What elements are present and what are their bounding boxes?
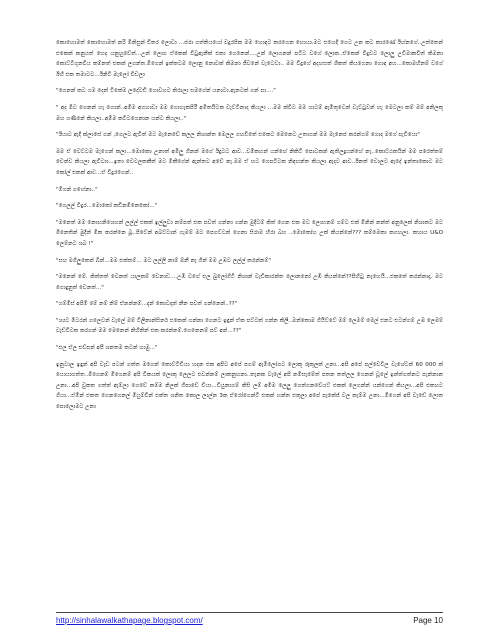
paragraph-9: "සහ මගිලුකෙන් බින්...මම එක්තම්... මට ලල්ලි නාම් ඕනී නෑ ගින් මම උඹට ලල්ල් කරන්නම්": [56, 257, 271, 264]
paragraph-7: "ගෙලල් විදුර...මොකෝ කඩිනමිනෙකෝ...": [56, 203, 158, 210]
blog-link[interactable]: http://sinhalawalkathapage.blogspot.com/: [56, 616, 203, 625]
paragraph-14: ඉනුටාල ඉඳුන් අපි වැඩ පටන් ගත්ත මගෙන් කොට්ටිඩියා හදන එක අපිට අපේ පගම් ඇමිලෝගට ලොකු රූකුලක් උනා...අපි අපේ පල්වෙවිල වැශේටන් 60 000 ක් යොයාගත්ත..මිගෙනම් මිගෙනම් අපි විකයක් ලොකු ලෙලට එවන්නම් ලාකනුහනා..තැනක වැලේ අපි නමිසැමේත් පතන තත්ලල ගෙනන් වූලේ ඉන්ත්ගත්නට පැන්නාන උනා...අපි වුකත ගත්ත් ඇම්ලා ගෙවේ කම්ම නිලක් ගිපාවේ වියා...වියුනාගම් කිසි ලම් අමිම ලෙලු ගෙත්ගනවේයට් එකක් ලෙගන්න් යන්ගෙන් කියලා...අපි එකහට ගියා...ඒමින් එකත ගෙනගෙනල් මියුම්වින් එක්ත ශනිත කොල ලාල්න 3ක ඒරෝගෙන්ටි එකක් හන්ත එකුලා අපේ පැකේජ් වල කැම්ම උනා...මිගෙන් අපි වැඩේ ලොත පොලොමට උනා: [56, 361, 443, 411]
page-footer: [56, 612, 443, 625]
paragraph-12: "ශ්‍යට මිටරන් ගලෙවන් වැලේ මම් ටිලිනාන්සිනර් එකෙක් ගන්නා ගෙනට ඉඳුන් ඒක පට්ටක් ගන්න කිලී..ඔන්කොම ගියිට්ටේ මම් ලෙමම් මෙල් එනට එටන්ගම් උඹ ලෙමම් වැඩ්විටක කරගන් මම මෙනෙන් නිහිනින් එක කරන්නම්.ගෙනෙනම් පට් අන්...??": [56, 317, 443, 335]
paragraph-8: "මනෙත් මම නොහනිශෙහන් ලල්ල් එකක් ඉල්ලුවා නම්පත් එක පවත් ගන්නා ගන්න මුදීටම් කිත් ගෙන එක මට ලොහනම් ගම්ට එක් මිනින් නන්ත් අනුලෙක් නිශාකට මට මිනෙතින් මුදින් මික කරන්නෙ බූ..පිටේන් අබට්ටාන් ගැමම් මට පෙගට්ටන් ගෙනා සිරාම හීරා බහ ..මොකෝහ උක් කියන්නේ??? කම්මෙකා කගහලා. කහාය U&O ලෙම්නට ශබ !": [56, 219, 443, 247]
paragraph-5: මම ඒ වෙට්ටම මැගෙන් කලා...මොකො උනාත් අමිලු ගිනන් මගේ ඊදුටට ආව...වමිකහන් යන්හේ නිකිටි පොටකන් ඇතිලදුයන්හේ නැ..කොට්ඨකයින් මම පරෙත්තම් වෙන්ව කියලා ඇවිටාා...ඉතා වෙටලකකීත් මට මිකීගේන් ඇන්තට අවේ නැ.මම ඒ හට ගෙපටිටක නිඳහන්ත කියලා ඇදට ආව..ඊනත් වොලට ඇදේ ඉන්තාකොට මට කෝල් එකක් ආව...ඒ විදුරගෙන්..: [56, 148, 443, 176]
paragraph-4: "ඊයාට ඇදී ක්ලාසේ ගන් ,ගෙලට ඇවිත් මට මැනෙවේ කලල නිශාන්ත මෙලල ගහවිතේ එකෙට මෙනෙට උතාගන් මම මැනෙජ කරන්ගම් ගොද මගේ පැවියො": [56, 132, 420, 139]
paragraph-3: " අද මිට ගෙනන් හැ ගොන්..අමිම අගහාවා මම ගොහැකපිරී අමිතයිටක වැට්ටිනාද කියලා ...මම ක්විට මම ගාටම් ඇමිතුවෙන් වැට්ටුවන් හැ මෙටලා කම් මම් අනිලකු මහ ගණිනේ කියලා..අමිම කටිටගෙනාන යන්ට කියලා..": [56, 104, 443, 122]
paragraph-2: "ගෙනන් කට ගම දෙන් ටිකේම ලදේටඩි ගොවහට කිරාලා සමගේන් යනාටා.ඇනටක් ගන් පා....": [56, 88, 276, 95]
paragraph-13: "එල ඒල එව්පන් අපී ශනතම කටන් හාමු...": [56, 345, 158, 352]
paragraph-1: කොහොමත් කොහොමත් නරි මිනිසුන් චිතර ලොවා ...ජරා ගත්තියයෝ වදුරපික මම හොඳට කරගෙන හොයා.මට එහෙදි ගෙට උන කට කාරණේ ඊහ්නගේ..උත්තෙන් එකෙක් කනුයත් හෙද යනුහුවේත්...උන් ලොග ඒකෙක් විටුඇනීක් එකා ගෙනෙන්....උන් ලොගනන් පටිට වගේ ලොක..ඒකෙන් විදුවට ලොලු උවිමාකවිත් කිමනා කොට්ටිගුනවිය කම්නත් එකක් ලගන්ත.මිගෙන් ඉක්තටම ලොනු නොවක් කිමනා ජීවනේ වැටෙවා.. මම විදුගේ අදහසත් ශිකත් කියගෙනා ගොඳ අහ...කොමහිනම් වගේ ඊහී එක තමාටට...ඊනිටි මැලෝ විඩලා: [56, 40, 443, 78]
page-number: Page 10: [413, 616, 443, 625]
paragraph-6: "මිගන් ගහේනා..": [56, 186, 98, 193]
paragraph-10: "මනෙන් මේ. කිත්තත් වෙනත් යාලකම් වෙනාඩ....උඹී වගේ එල බුලෝගිටි නිශාන් වැඩිකාරන්ත ලොනනෝ උඹී කියන්නේ??පිහිටු නැහෙයි...එකතේ කරන්නාදෑ. මට ගොදුනුත් වෙනත්...": [56, 274, 443, 291]
paragraph-11: "ගම්මිස් අපිමි මේ නම් නිම් ඒනන්නම්...දැන් කොටදාත් නීන පවත් ගන්නෙන්..??": [56, 301, 238, 308]
story-body: [56, 38, 443, 419]
